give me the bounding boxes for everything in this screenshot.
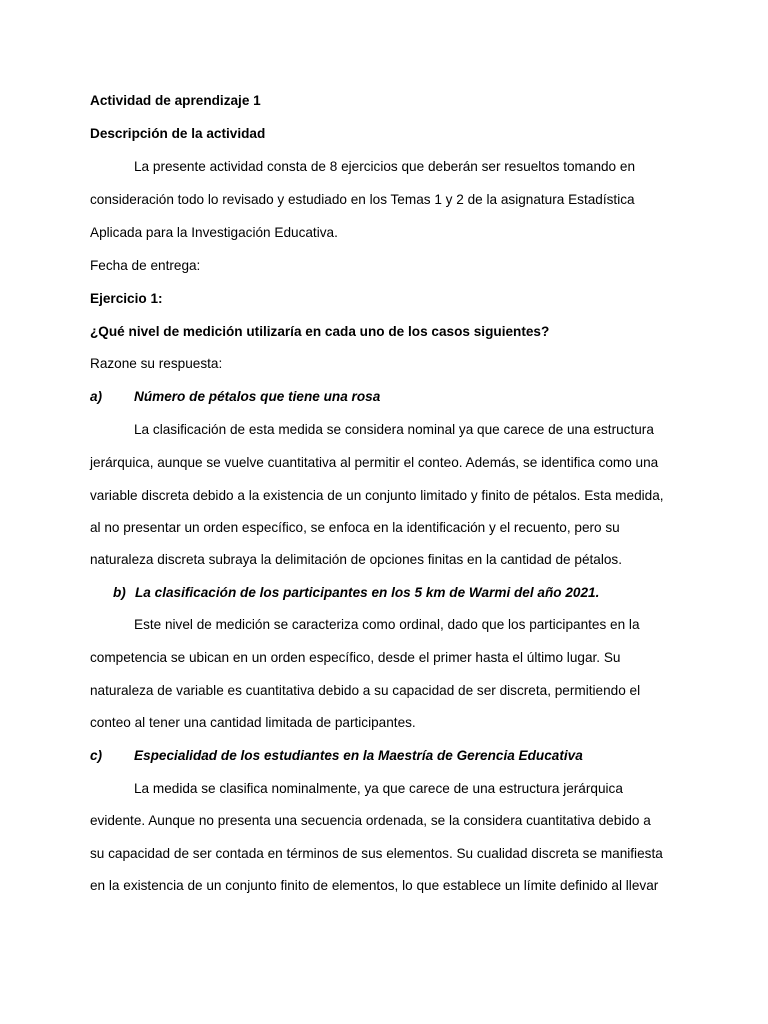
paragraph-line: La clasificación de esta medida se considera nominal ya que carece de una estructura <box>134 422 654 437</box>
reason-prompt: Razone su respuesta: <box>90 356 223 371</box>
paragraph-line: naturaleza de variable es cuantitativa debido a su capacidad de ser discreta, permitiendo el <box>90 683 641 698</box>
paragraph-line: su capacidad de ser contada en términos de sus elementos. Su cualidad discreta se manifiesta <box>90 846 663 861</box>
paragraph-line: en la existencia de un conjunto finito de elementos, lo que establece un límite definido al llevar <box>90 878 659 893</box>
paragraph-line: jerárquica, aunque se vuelve cuantitativa al permitir el conteo. Además, se identifica como una <box>90 455 659 470</box>
item-title: Número de pétalos que tiene una rosa <box>134 389 381 404</box>
item-title: Especialidad de los estudiantes en la Maestría de Gerencia Educativa <box>134 748 583 763</box>
paragraph-line: al no presentar un orden específico, se enfoca en la identificación y el recuento, pero su <box>90 520 620 535</box>
description-heading: Descripción de la actividad <box>90 126 266 141</box>
paragraph-line: competencia se ubican en un orden específico, desde el primer hasta el último lugar. Su <box>90 650 621 665</box>
due-date-label: Fecha de entrega: <box>90 258 201 273</box>
exercise-heading: Ejercicio 1: <box>90 291 163 306</box>
paragraph-line: Este nivel de medición se caracteriza como ordinal, dado que los participantes en la <box>134 617 640 632</box>
paragraph-line: variable discreta debido a la existencia de un conjunto limitado y finito de pétalos. Esta medida, <box>90 488 664 503</box>
item-marker: c) <box>90 748 103 763</box>
question: ¿Qué nivel de medición utilizaría en cada uno de los casos siguientes? <box>90 324 550 339</box>
paragraph-line: conteo al tener una cantidad limitada de participantes. <box>90 715 416 730</box>
paragraph-line: naturaleza discreta subraya la delimitación de opciones finitas en la cantidad de pétalos. <box>90 552 622 567</box>
paragraph-line: evidente. Aunque no presenta una secuencia ordenada, se la considera cuantitativa debido a <box>90 813 651 828</box>
intro-line: La presente actividad consta de 8 ejercicios que deberán ser resueltos tomando en <box>134 159 636 174</box>
document-title: Actividad de aprendizaje 1 <box>90 93 261 108</box>
intro-line: Aplicada para la Investigación Educativa. <box>90 225 338 240</box>
item-marker: b) <box>113 585 126 600</box>
intro-line: consideración todo lo revisado y estudiado en los Temas 1 y 2 de la asignatura Estadística <box>90 192 635 207</box>
item-title: La clasificación de los participantes en los 5 km de Warmi del año 2021. <box>135 585 600 600</box>
paragraph-line: La medida se clasifica nominalmente, ya que carece de una estructura jerárquica <box>134 781 623 796</box>
item-marker: a) <box>90 389 103 404</box>
